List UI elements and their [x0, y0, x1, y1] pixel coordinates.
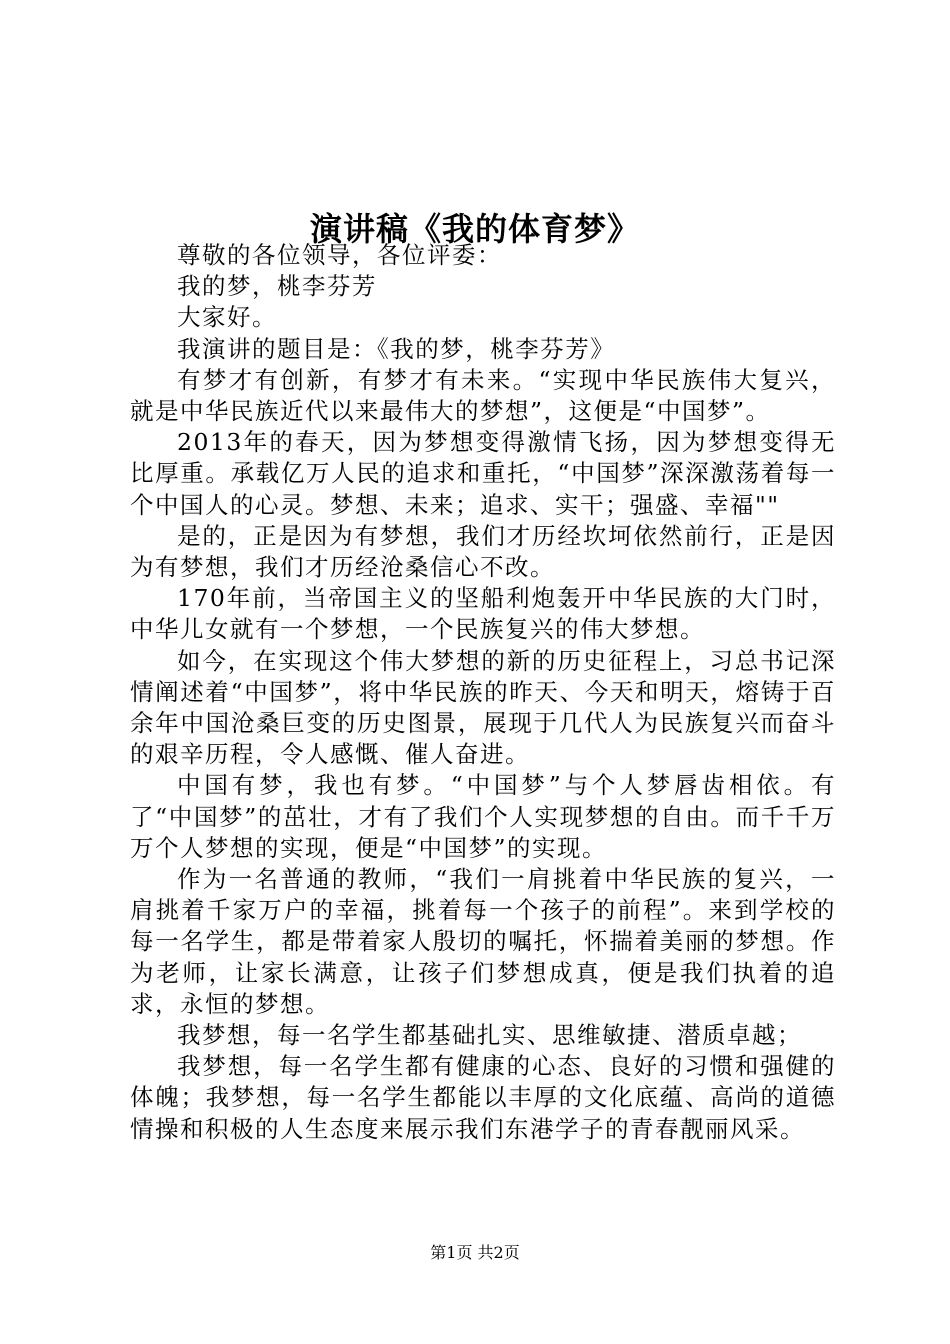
document-title: 演讲稿《我的体育梦》	[309, 210, 640, 249]
paragraph-theme: 我的梦，桃李芬芳	[177, 272, 377, 301]
paragraph: 我梦想，每一名学生都有健康的心态、良好的习惯和强健的体魄；我梦想，每一名学生都能以丰厚的文化底蕴、高尚的道德情操和积极的人生态度来展示我们东港学子的青春靓丽风采。	[130, 1052, 836, 1143]
document-body	[130, 240, 836, 1145]
paragraph: 有梦才有创新，有梦才有未来。“实现中华民族伟大复兴，就是中华民族近代以来最伟大的梦想”，这便是“中国梦”。	[130, 365, 836, 426]
paragraph: 2013年的春天，因为梦想变得激情飞扬，因为梦想变得无比厚重。承载亿万人民的追求和重托，“中国梦”深深激荡着每一个中国人的心灵。梦想、未来；追求、实干；强盛、幸福""	[130, 428, 836, 519]
paragraph-topic: 我演讲的题目是：《我的梦，桃李芬芳》	[177, 334, 616, 363]
page-number-footer: 第1页 共2页	[430, 1243, 520, 1262]
paragraph: 我梦想，每一名学生都基础扎实、思维敏捷、潜质卓越；	[177, 1021, 802, 1050]
paragraph-salutation: 尊敬的各位领导，各位评委：	[177, 241, 502, 269]
paragraph: 中国有梦，我也有梦。“中国梦”与个人梦唇齿相依。有了“中国梦”的茁壮，才有了我们个人实现梦想的自由。而千千万万个人梦想的实现，便是“中国梦”的实现。	[130, 771, 836, 862]
paragraph: 170年前，当帝国主义的坚船利炮轰开中华民族的大门时，中华儿女就有一个梦想，一个民族复兴的伟大梦想。	[130, 584, 836, 644]
paragraph: 如今，在实现这个伟大梦想的新的历史征程上，习总书记深情阐述着“中国梦”，将中华民族的昨天、今天和明天，熔铸于百余年中国沧桑巨变的历史图景，展现于几代人为民族复兴而奋斗的艰辛历程，令人感慨、催人奋进。	[130, 646, 836, 769]
paragraph: 是的，正是因为有梦想，我们才历经坎坷依然前行，正是因为有梦想，我们才历经沧桑信心不改。	[130, 521, 836, 582]
paragraph: 作为一名普通的教师，“我们一肩挑着中华民族的复兴，一肩挑着千家万户的幸福，挑着每一个孩子的前程”。来到学校的每一名学生，都是带着家人殷切的嘱托，怀揣着美丽的梦想。作为老师，让家长满意，让孩子们梦想成真，便是我们执着的追求，永恒的梦想。	[130, 865, 836, 1018]
paragraph-greeting: 大家好。	[177, 303, 277, 332]
